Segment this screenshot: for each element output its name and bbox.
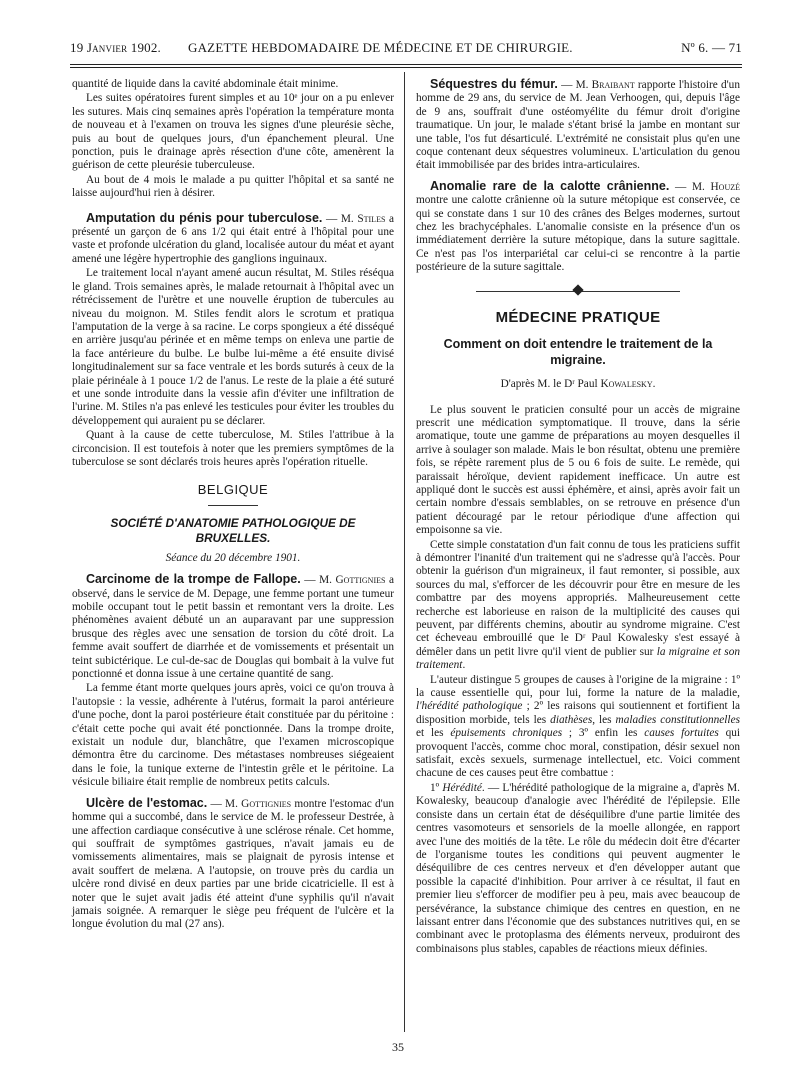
- paragraph: 1º Hérédité. — L'hérédité pathologique de la migraine a, d'après M. Kowalesky, beaucoup d'analogie avec l'hérédité de l'épilepsie. Elle consiste dans un certain état de déséquilibre d'une partie limitée des centres vasomoteurs et sensoriels de la moelle allongée, en rapport avec l'une des moitiés de la tête. Le rôle du médecin doit être d'écarter de l'organisme toutes les conditions qui peuvent augmenter le déséquilibre de ces centres nerveux et d'en développer autant que possible la capacité d'inhibition. Pour arriver à ce résultat, il faut en premier lieu s'efforcer de modifier peu à peu, mais avec beaucoup de persévérance, la substance chimique des centres en question, en ne laissant entrer dans l'économie que des substances nutritives qui, en se combinant avec le protoplasma des éléments nerveux, produiront des combinaisons plus stables, capables de réactions mieux définies.: [416, 781, 740, 955]
- byline: D'après M. le Dʳ Paul Kowalesky.: [500, 378, 656, 391]
- article-title: Comment on doit entendre le traitement de la migraine.: [443, 337, 713, 368]
- issue-number: Nº 6. — 71: [681, 40, 742, 55]
- rubric-heading: MÉDECINE PRATIQUE: [495, 308, 661, 326]
- paragraph: Quant à la cause de cette tuberculose, M. Stiles l'attribue à la circoncision. Il est toutefois à noter que les premiers symptômes de la tuberculose se sont déclarés trois heures après l'opération rituelle.: [72, 429, 394, 468]
- journal-title: GAZETTE HEBDOMADAIRE DE MÉDECINE ET DE CHIRURGIE.: [188, 40, 573, 55]
- paragraph: Le plus souvent le praticien consulté pour un accès de migraine prescrit une médication symptomatique. Il trouve, dans la série aromatique, toute une gamme de préparations au moyen desquelles il arrive à soulager son malade. Mais le bon résultat, obtenu une première fois, se répète rarement plus de 5 ou 6 fois de suite. Le remède, qui paraissait héroïque, devient rapidement inefficace. Un autre est appliqué dont le succès est aussi éphémère, et ainsi, après avoir fait un certain nombre d'essais semblables, on se retrouve en présence d'un patient découragé par le retour périodique d'une affection qui empoisonne sa vie.: [416, 403, 740, 537]
- section-heading: Séquestres du fémur.: [430, 77, 558, 91]
- author-name: M. Gottignies: [225, 797, 292, 810]
- section-heading: Carcinome de la trompe de Fallope.: [86, 572, 301, 587]
- article-amputation: Amputation du pénis pour tuberculose. — M. Stiles a présenté un garçon de 6 ans 1/2 qui était entré à l'hôpital pour une vaste et profonde ulcération du gland, localisée autour du méat et ayant amené une légère hypertrophie des ganglions inguinaux.: [72, 210, 395, 265]
- section-heading: Anomalie rare de la calotte crânienne.: [430, 178, 670, 193]
- article-ulcere: Ulcère de l'estomac. — M. Gottignies montre l'estomac d'un homme qui a succombé, dans le service de M. le professeur Destrée, à une affection cardiaque consécutive à une sclérose rénale. Cet homme, qui souffrait de symptômes gastriques, n'avait jamais eu de vomissements alimentaires, mais se plaignait de pyrosis intense et avait souffert de melæna. A l'autopsie, on trouve près du cardia un ulcère rond divisé en deux parties par une bride cicatricielle. Il est à noter que le sujet avait jadis été atteint d'une syphilis qu'il n'avait jamais soignée. A remarquer le siège peu fréquent de l'ulcère et la longue évolution du mal (27 ans).: [72, 795, 394, 931]
- article-sequestres: Séquestres du fémur. — M. Braibant rapporte l'histoire d'un homme de 29 ans, du service de M. Jean Verhoogen, qui, depuis l'âge de 9 ans, souffrait d'une ostéomyélite du fémur droit d'origine traumatique. Un jour, le malade s'étant brisé la jambe en montant sur une table, l'os fut désarticulé. L'extrémité ne consistait plus qu'en une coque contenant deux séquestres volumineux. L'articulation du genou était immobilisée par des brides intra-articulaires.: [416, 77, 740, 172]
- author-name: M. Braibant: [575, 79, 635, 91]
- author-name: M. Houzé: [691, 180, 740, 193]
- author-name: M. Stiles: [340, 212, 386, 225]
- short-rule: [208, 505, 258, 506]
- paragraph: quantité de liquide dans la cavité abdominale était minime.: [72, 78, 339, 90]
- header-rule-bottom: [70, 67, 742, 68]
- paragraph: Cette simple constatation d'un fait connu de tous les praticiens suffit à démontrer l'inanité d'un traitement qui ne s'adresse qu'à l'accès. Pour obtenir la guérison d'un migraineux, il faut remonter, si possible, aux sources du mal, s'efforcer de les découvrir pour être en mesure de les combattre par des moyens appropriés. Malheureusement cette recherche est laborieuse en raison de la multiplicité des causes qui peuvent, par différents chemins, aboutir au syndrome migraine. C'est cet écheveau embrouillé que le Dʳ Paul Kowalesky s'est essayé à démêler dans un petit livre qu'il vient de publier sur la migraine et son traitement.: [416, 538, 740, 672]
- header-date: 19 Janvier 1902.: [70, 40, 162, 55]
- right-column: [416, 78, 740, 957]
- column-divider: [404, 72, 405, 1032]
- ornamental-divider: [416, 283, 740, 301]
- paragraph: Au bout de 4 mois le malade a pu quitter l'hôpital et sa santé ne laisse aujourd'hui rien à désirer.: [72, 173, 394, 200]
- section-heading: Amputation du pénis pour tuberculose.: [86, 210, 323, 225]
- section-heading: Ulcère de l'estomac.: [86, 795, 208, 810]
- society-heading: SOCIÉTÉ D'ANATOMIE PATHOLOGIQUE DE BRUXELLES.: [110, 515, 356, 545]
- page-header: [70, 40, 742, 62]
- author-name: M. Gottignies: [319, 574, 386, 587]
- article-fallope: Carcinome de la trompe de Fallope. — M. Gottignies a observé, dans le service de M. Depage, une femme portant une tumeur mobile occupant tout le petit bassin et remontant vers la droite. Les phénomènes avaient débuté un an auparavant par une suppression brusque des règles avec une sensation de torsion du côté droit. La femme avait souffert de diarrhée et de vomissements et présentait un teint subictérique. Le cul-de-sac de Douglas qui bombait à la vulve fut ponctionné et donna issue à une certaine quantité de sang.: [72, 572, 395, 681]
- left-column: [72, 78, 394, 933]
- paragraph: Les suites opératoires furent simples et au 10ᵉ jour on a pu enlever les sutures. Mais cinq semaines après l'opération la température monta de nouveau et à l'examen on trouva les signes d'une pleurésie sèche, puis au bout de quelques jours, d'un épanchement pleural. Une ponction, puis le drainage après résection d'une côte, amenèrent la guérison de cette pleurésie tuberculeuse.: [72, 92, 394, 172]
- article-anomalie: Anomalie rare de la calotte crânienne. — M. Houzé montre une calotte crânienne où la suture métopique est conservée, ce qui se constate dans 1 sur 10 des crânes des Belges modernes, surtout chez les brachycéphales. L'anomalie consiste en la présence d'un os immédiatement derrière la suture métopique, dans la suture sagittale. Ce n'est pas l'os interpariétal car celui-ci se rencontre à la partie postérieure de la suture sagittale.: [416, 178, 740, 274]
- country-heading: BELGIQUE: [197, 482, 269, 498]
- paragraph: La femme étant morte quelques jours après, voici ce qu'on trouva à l'autopsie : la vessie, adhérente à l'utérus, formait la paroi antérieure d'une poche, dont la paroi postérieure était constituée par du péritoine : c'était cette poche qui avait été ponctionnée. Dans la trompe droite, existait un nodule dur, blanchâtre, que l'examen microscopique démontra être du carcinome. Des métastases nombreuses siégeaient dans le foie, la tunique externe de l'intestin grêle et le péritoine. La vésicule biliaire était remplie de nombreux petits calculs.: [72, 682, 394, 789]
- paragraph: Le traitement local n'ayant amené aucun résultat, M. Stiles réséqua le gland. Trois semaines après, le malade retournait à l'hôpital avec un rétrécissement de l'urètre et une nouvelle éruption de tubercules au niveau du moignon. M. Stiles fendit alors le scrotum et pratiqua l'amputation de la verge à sa racine. Le corps spongieux a été disséqué en arrière jusqu'au périnée et en même temps on enleva une partie de la face antérieure du bulbe. Le bulbe lui-même a été ensuite divisé longitudinalement sur sa face ventrale et les bords suturés à ceux de la plaie périnéale à 1 pouce 1/2 de l'anus. Le reste de la plaie a été suturé et une sonde introduite dans la vessie afin d'éviter une infiltration de l'urine. M. Stiles n'a pas enlevé les testicules pour éviter les troubles du développement qui auraient pu se déclarer.: [72, 267, 394, 427]
- header-rule-top: [70, 64, 742, 65]
- page-number: 35: [392, 1040, 404, 1054]
- session-date: Séance du 20 décembre 1901.: [165, 551, 301, 564]
- paragraph: L'auteur distingue 5 groupes de causes à l'origine de la migraine : 1º la cause essentielle qui, pour lui, forme la nature de la maladie, l'hérédité pathologique ; 2º les raisons qui soutiennent et fortifient la disposition morbide, tels les diathèses, les maladies constitutionnelles et les épuisements chroniques ; 3º enfin les causes fortuites qui provoquent l'accès, comme choc moral, constipation, désir sexuel non satisfait, excès sexuels, surmenage intellectuel, etc. Voici comment chacune de ces causes peut être combattue :: [416, 673, 741, 780]
